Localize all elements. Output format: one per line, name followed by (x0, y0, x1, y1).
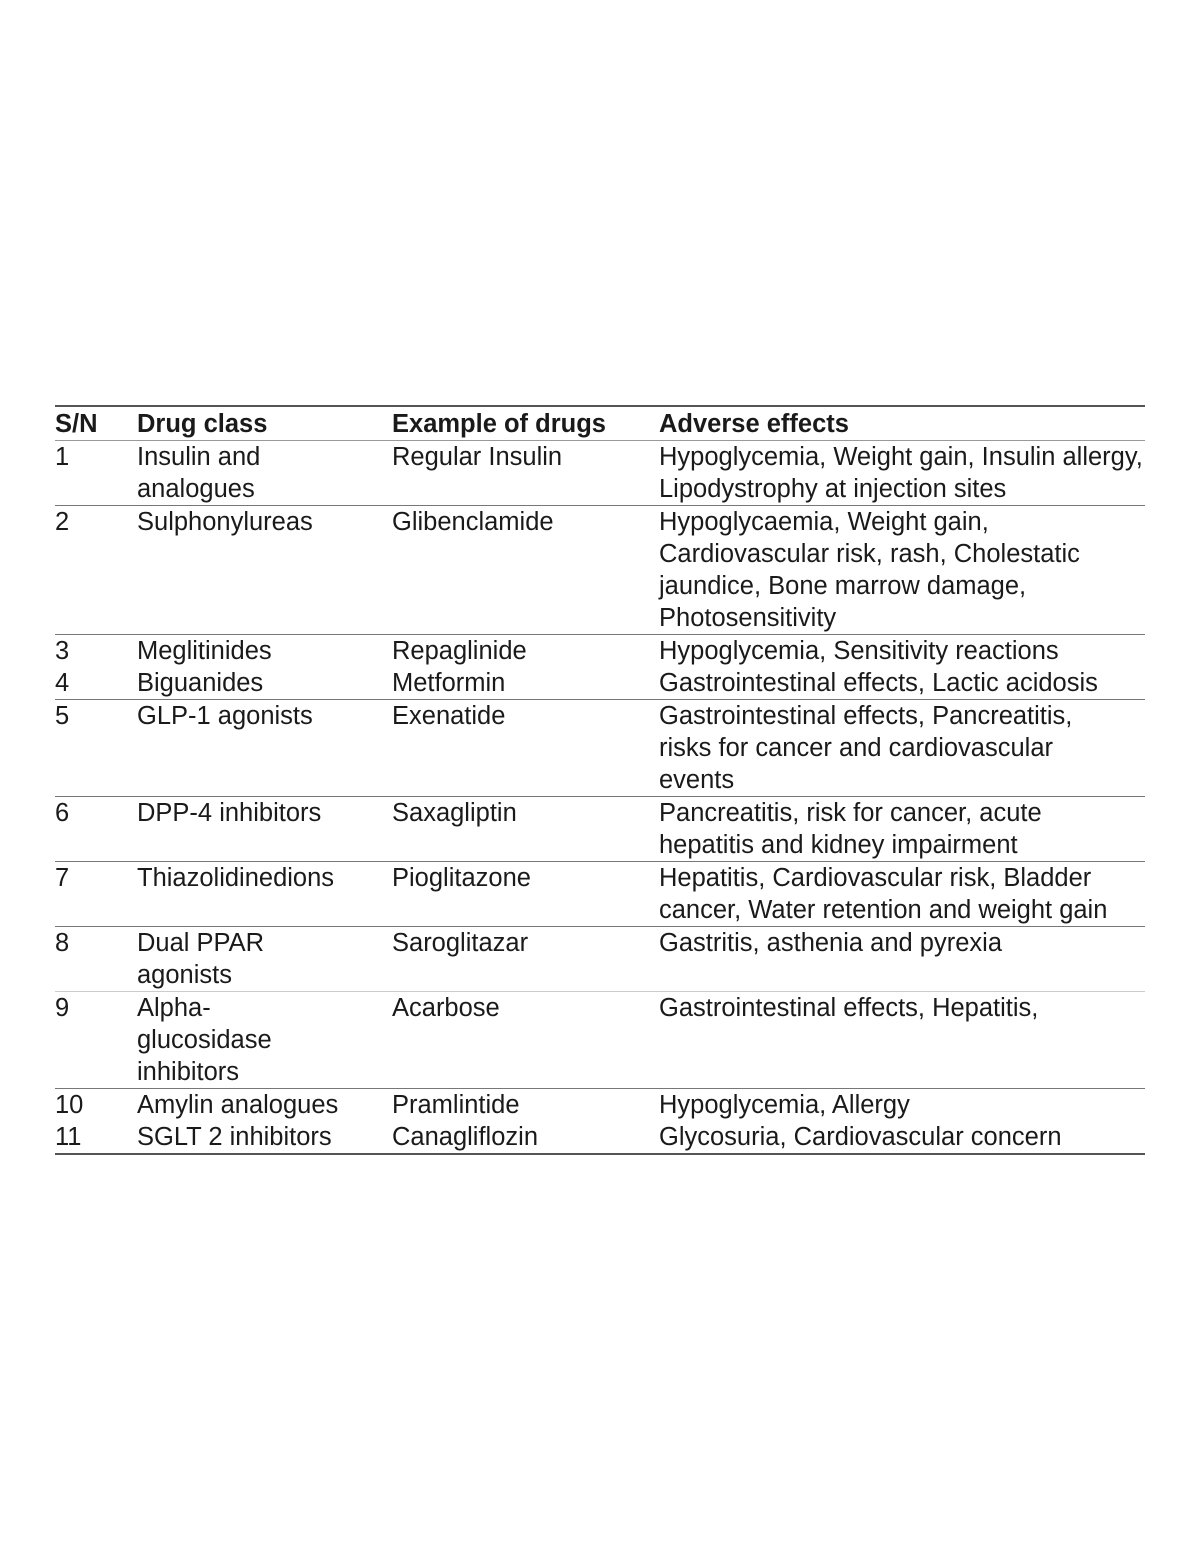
cell-adverse-effects: Glycosuria, Cardiovascular concern (659, 1123, 1062, 1151)
cell-drug-class: Thiazolidinedions (137, 864, 335, 892)
header-adverse-effects: Adverse effects (659, 410, 849, 438)
cell-sn: 3 (55, 637, 70, 665)
cell-example-drug: Exenatide (392, 702, 506, 730)
cell-adverse-effects: Hypoglycaemia, Weight gain, Cardiovascular risk, rash, Cholestatic jaundice, Bone marrow damage, Photosensitivity (659, 508, 1080, 632)
cell-example-drug: Repaglinide (392, 637, 527, 665)
header-sn: S/N (55, 410, 98, 438)
cell-adverse-effects: Gastrointestinal effects, Hepatitis, (659, 994, 1039, 1022)
cell-drug-class: GLP-1 agonists (137, 702, 313, 730)
table-row (55, 797, 1145, 862)
cell-drug-class: SGLT 2 inhibitors (137, 1123, 332, 1151)
cell-sn: 7 (55, 864, 70, 892)
table-row (55, 1121, 1145, 1153)
cell-adverse-effects: Gastrointestinal effects, Pancreatitis, risks for cancer and cardiovascular events (659, 702, 1073, 794)
cell-adverse-effects: Hypoglycemia, Allergy (659, 1091, 910, 1119)
cell-sn: 5 (55, 702, 70, 730)
cell-adverse-effects: Hypoglycemia, Weight gain, Insulin allergy, Lipodystrophy at injection sites (659, 443, 1143, 503)
cell-sn: 2 (55, 508, 70, 536)
cell-drug-class: Amylin analogues (137, 1091, 339, 1119)
cell-drug-class: Meglitinides (137, 637, 272, 665)
cell-drug-class: Dual PPAR agonists (137, 929, 265, 989)
cell-sn: 8 (55, 929, 70, 957)
header-example-drugs: Example of drugs (392, 410, 606, 438)
table-header-row (55, 407, 1145, 441)
table-row (55, 506, 1145, 635)
cell-sn: 9 (55, 994, 70, 1022)
drug-adverse-effects-table (55, 405, 1145, 1155)
table-row (55, 635, 1145, 667)
cell-adverse-effects: Hepatitis, Cardiovascular risk, Bladder cancer, Water retention and weight gain (659, 864, 1108, 924)
table-row (55, 927, 1145, 992)
cell-sn: 4 (55, 669, 70, 697)
cell-adverse-effects: Hypoglycemia, Sensitivity reactions (659, 637, 1059, 665)
cell-drug-class: Biguanides (137, 669, 264, 697)
table-row (55, 1089, 1145, 1121)
table-row (55, 862, 1145, 927)
cell-example-drug: Regular Insulin (392, 443, 563, 471)
cell-example-drug: Pramlintide (392, 1091, 520, 1119)
cell-example-drug: Metformin (392, 669, 506, 697)
cell-adverse-effects: Gastrointestinal effects, Lactic acidosis (659, 669, 1098, 697)
cell-drug-class: Insulin and analogues (137, 443, 261, 503)
cell-sn: 10 (55, 1091, 84, 1119)
cell-example-drug: Saxagliptin (392, 799, 517, 827)
cell-example-drug: Pioglitazone (392, 864, 531, 892)
cell-sn: 6 (55, 799, 70, 827)
cell-drug-class: Sulphonylureas (137, 508, 313, 536)
cell-example-drug: Saroglitazar (392, 929, 529, 957)
cell-sn: 1 (55, 443, 70, 471)
header-drug-class: Drug class (137, 410, 268, 438)
cell-example-drug: Glibenclamide (392, 508, 554, 536)
cell-adverse-effects: Gastritis, asthenia and pyrexia (659, 929, 1003, 957)
table-row (55, 441, 1145, 506)
table-row (55, 700, 1145, 797)
cell-sn: 11 (55, 1123, 82, 1151)
cell-example-drug: Canagliflozin (392, 1123, 539, 1151)
table-row (55, 992, 1145, 1089)
cell-adverse-effects: Pancreatitis, risk for cancer, acute hepatitis and kidney impairment (659, 799, 1042, 859)
cell-drug-class: DPP-4 inhibitors (137, 799, 322, 827)
table-row (55, 667, 1145, 700)
cell-example-drug: Acarbose (392, 994, 500, 1022)
cell-drug-class: Alpha-glucosidase inhibitors (137, 994, 272, 1086)
